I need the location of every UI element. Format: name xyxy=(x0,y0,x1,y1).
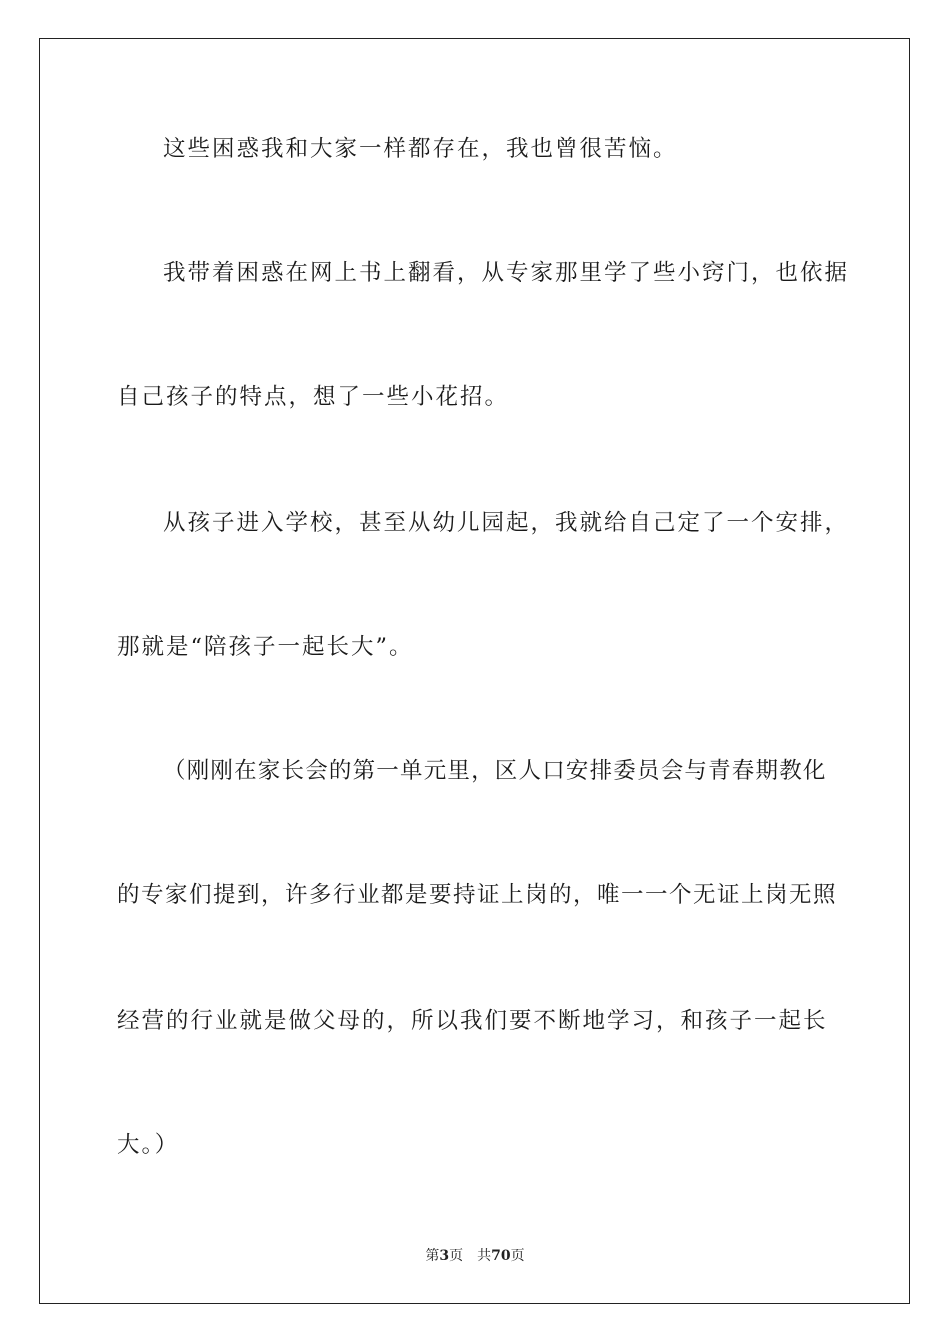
footer-total-pages: 70 xyxy=(491,1248,511,1264)
paragraph-4-line-2: 的专家们提到，许多行业都是要持证上岗的，唯一一个无证上岗无照 xyxy=(117,882,838,908)
footer-total-prefix: 共 xyxy=(477,1248,492,1264)
paragraph-4-line-3: 经营的行业就是做父母的，所以我们要不断地学习，和孩子一起长 xyxy=(117,1008,828,1034)
page-footer xyxy=(0,1246,950,1266)
footer-page-suffix: 页 xyxy=(449,1248,464,1264)
page-border xyxy=(39,38,910,1304)
footer-page-prefix: 第 xyxy=(425,1248,440,1264)
paragraph-2-line-2: 自己孩子的特点，想了一些小花招。 xyxy=(117,384,510,410)
paragraph-4-line-4: 大。） xyxy=(117,1132,180,1158)
footer-page-number: 3 xyxy=(439,1248,450,1264)
paragraph-1-line-1: 这些困惑我和大家一样都存在，我也曾很苦恼。 xyxy=(163,136,678,162)
paragraph-3-line-1: 从孩子进入学校，甚至从幼儿园起，我就给自己定了一个安排， xyxy=(163,510,850,536)
paragraph-2-line-1: 我带着困惑在网上书上翻看，从专家那里学了些小窍门，也依据 xyxy=(163,260,850,286)
paragraph-3-line-2: 那就是“陪孩子一起长大”。 xyxy=(117,634,414,660)
paragraph-4-line-1: （刚刚在家长会的第一单元里，区人口安排委员会与青春期教化 xyxy=(163,758,827,784)
footer-total-suffix: 页 xyxy=(510,1248,525,1264)
